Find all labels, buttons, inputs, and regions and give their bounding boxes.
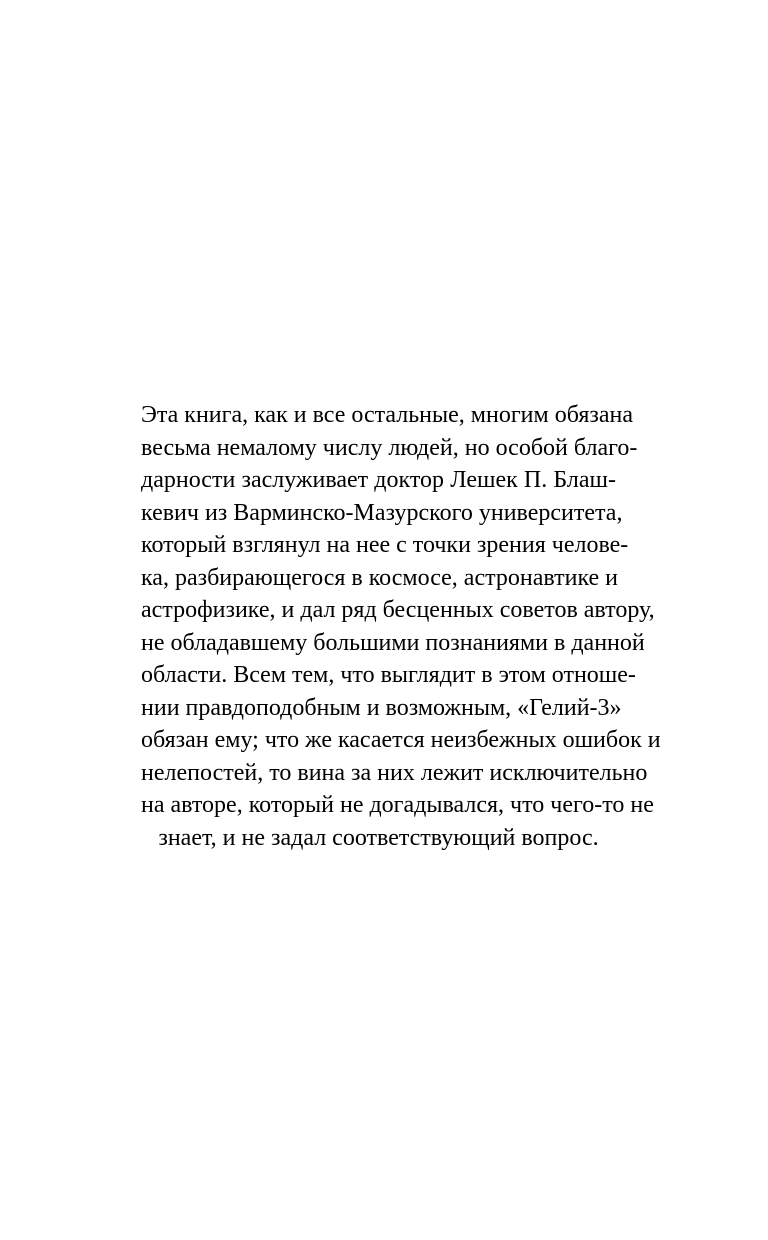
acknowledgement-line-4: кевич из Варминско-Мазурского университета, (141, 499, 623, 526)
acknowledgement-line-9: области. Всем тем, что выглядит в этом отноше- (141, 662, 636, 688)
acknowledgement-line-14: знает, и не задал соответствующий вопрос. (158, 824, 599, 851)
acknowledgement-line-2: весьма немалому числу людей, но особой благо- (141, 434, 638, 461)
acknowledgement-line-1: Эта книга, как и все остальные, многим обязана (141, 402, 633, 428)
acknowledgement-line-13: на авторе, который не догадывался, что чего-то не (141, 792, 654, 818)
acknowledgement-line-11: обязан ему; что же касается неизбежных ошибок и (141, 727, 661, 753)
acknowledgement-line-6: ка, разбирающегося в космосе, астронавтике и (141, 564, 618, 591)
acknowledgement-line-10: нии правдоподобным и возможным, «Гелий-3» (141, 694, 622, 721)
acknowledgement-line-8: не обладавшему большими познаниями в данной (141, 629, 645, 656)
acknowledgement-line-12: нелепостей, то вина за них лежит исключительно (141, 759, 648, 786)
acknowledgement-line-7: астрофизике, и дал ряд бесценных советов автору, (141, 597, 655, 623)
acknowledgement-line-3: дарности заслуживает доктор Лешек П. Блаш- (141, 467, 616, 493)
acknowledgement-paragraph (141, 399, 661, 854)
acknowledgement-line-5: который взглянул на нее с точки зрения челове- (141, 532, 629, 558)
